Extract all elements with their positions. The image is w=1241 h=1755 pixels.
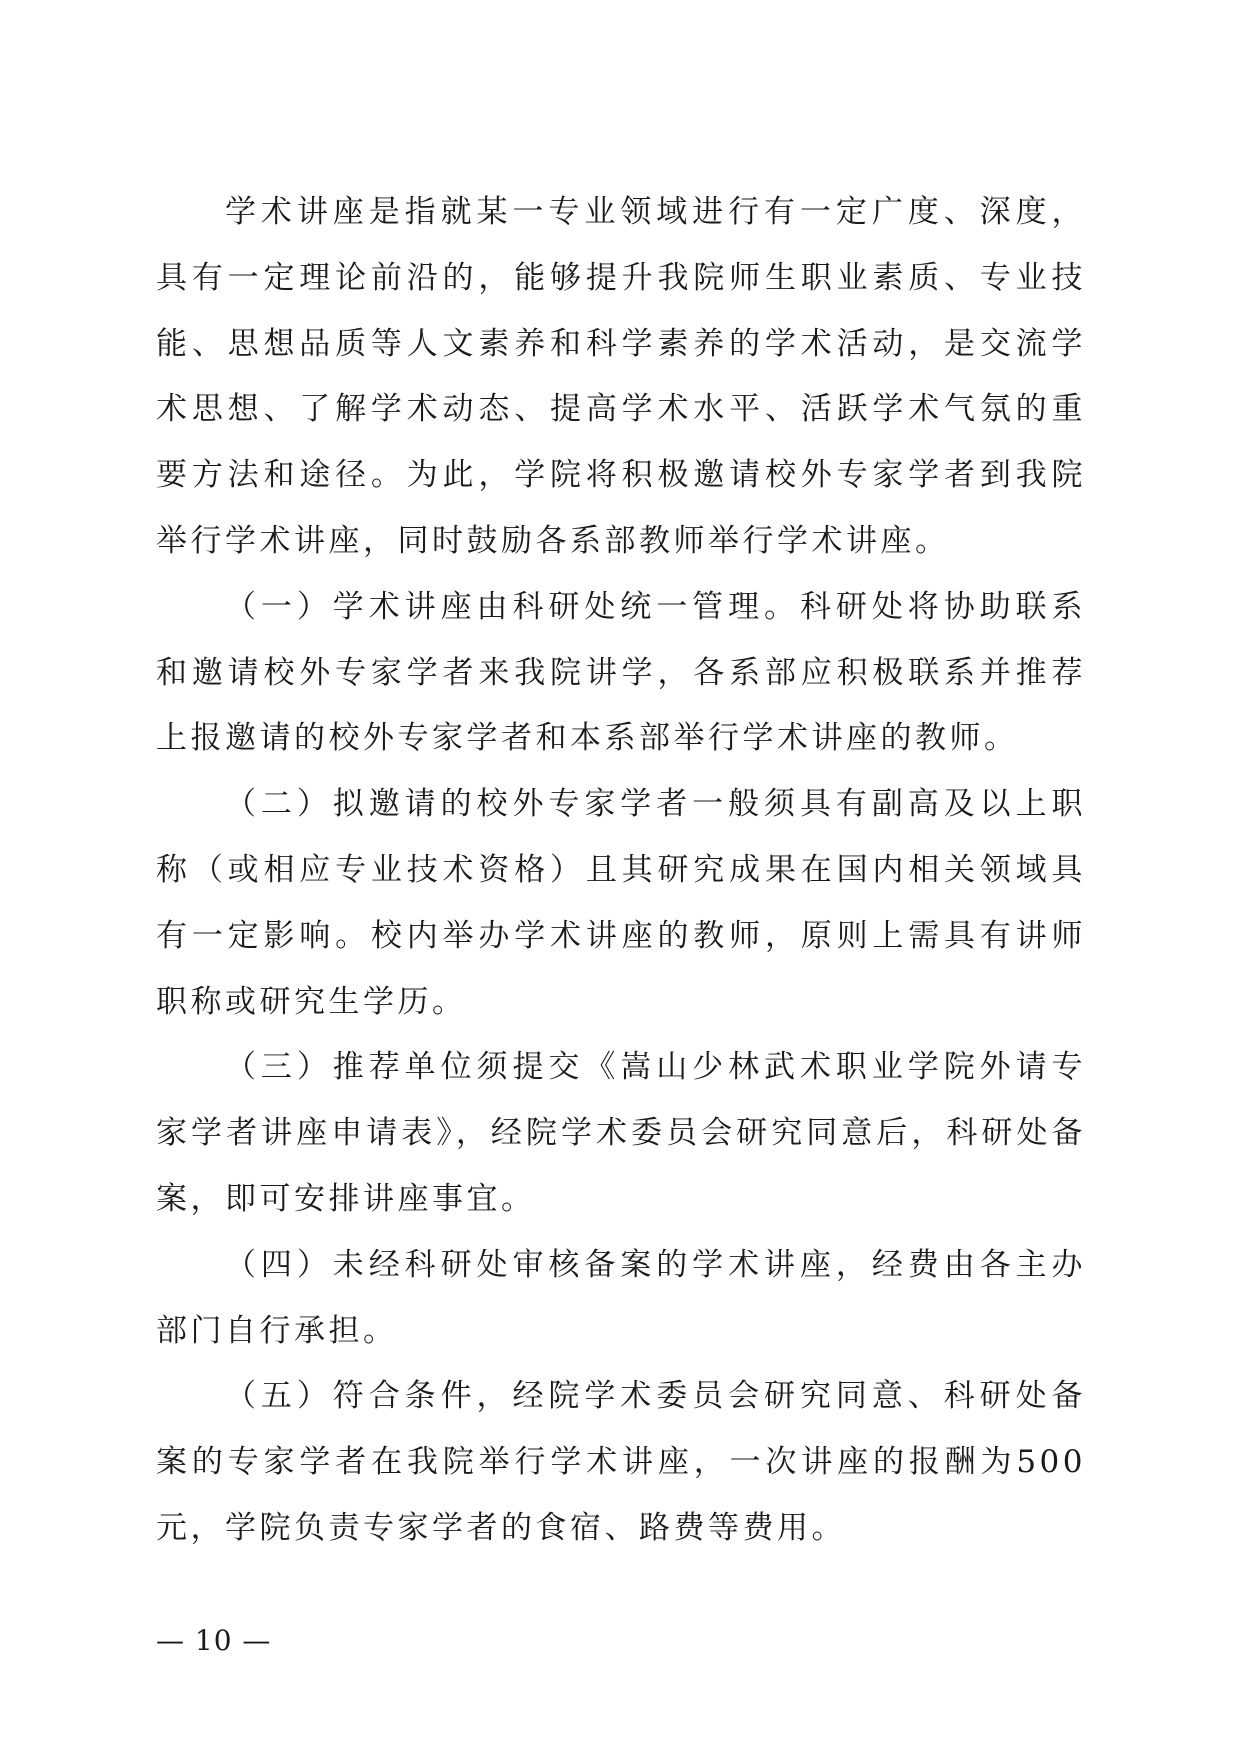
section-5-paragraph: （五）符合条件，经院学术委员会研究同意、科研处备案的专家学者在我院举行学术讲座，一次讲座的报酬为500元，学院负责专家学者的食宿、路费等费用。 <box>156 1378 1086 1546</box>
section-2-paragraph: （二）拟邀请的校外专家学者一般须具有副高及以上职称（或相应专业技术资格）且其研究成果在国内相关领域具有一定影响。校内举办学术讲座的教师，原则上需具有讲师职称或研究生学历。 <box>156 786 1086 1020</box>
page-number: — 10 — <box>156 1624 272 1657</box>
section-3-paragraph: （三）推荐单位须提交《嵩山少林武术职业学院外请专家学者讲座申请表》，经院学术委员会研究同意后，科研处备案，即可安排讲座事宜。 <box>156 1049 1086 1217</box>
document-body <box>156 180 1086 1562</box>
intro-paragraph: 学术讲座是指就某一专业领域进行有一定广度、深度，具有一定理论前沿的，能够提升我院师生职业素质、专业技能、思想品质等人文素养和科学素养的学术活动，是交流学术思想、了解学术动态、提高学术水平、活跃学术气氛的重要方法和途径。为此，学院将积极邀请校外专家学者到我院举行学术讲座，同时鼓励各系部教师举行学术讲座。 <box>156 194 1086 559</box>
section-4-paragraph: （四）未经科研处审核备案的学术讲座，经费由各主办部门自行承担。 <box>156 1246 1086 1349</box>
section-1-paragraph: （一）学术讲座由科研处统一管理。科研处将协助联系和邀请校外专家学者来我院讲学，各系部应积极联系并推荐上报邀请的校外专家学者和本系部举行学术讲座的教师。 <box>156 588 1086 757</box>
